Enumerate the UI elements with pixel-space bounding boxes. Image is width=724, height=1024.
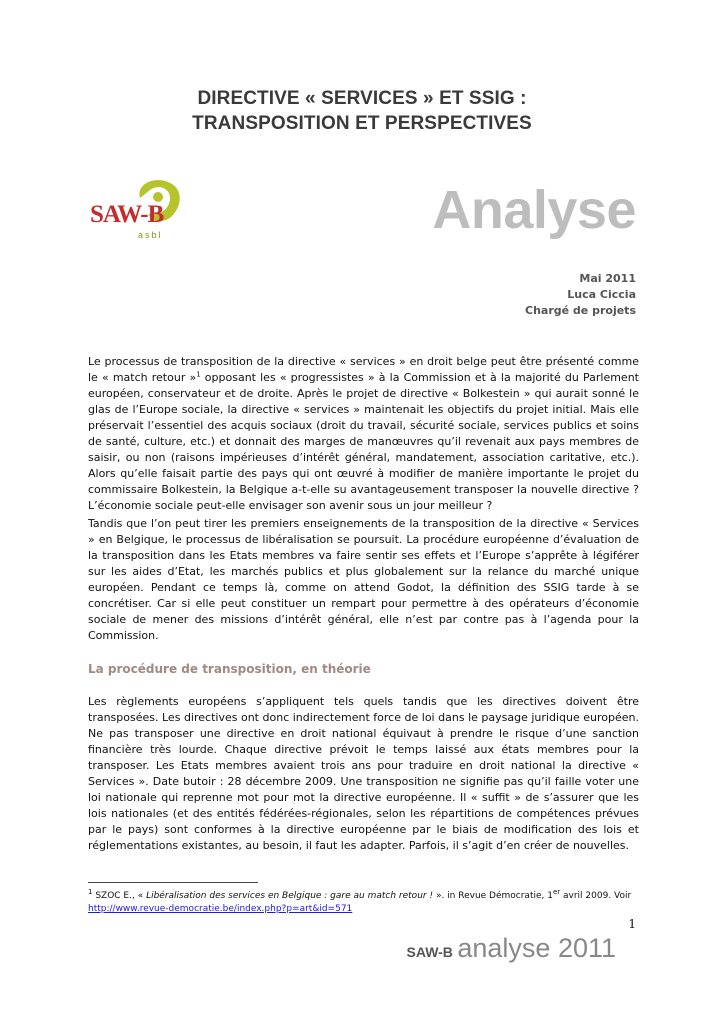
document-meta — [525, 271, 636, 319]
paragraph-3: Les règlements européens s’appliquent tels quels tandis que les directives doivent être transposées. Les directives ont donc indirectement force de loi dans le paysage juridique européen. Ne pas transposer une directive en droit national équivaut à prendre le risque d’une sanction financière très lourde. Chaque directive prévoit le temps laissé aux états membres pour la transposer. Les Etats membres avaient trois ans pour traduire en droit national la directive « Services ». Date butoir : 28 décembre 2009. Une transposition ne signifie pas qu’il faille voter une loi nationale qui reprenne mot pour mot la directive européenne. Il « suffit » de s’assurer que les lois nationales (et des entités fédérées-régionales, selon les répartitions de compétences prévues par le pays) sont conformes à la directive européenne par le biais de modification des lois et réglementations existantes, au besoin, il faut les adapter. Parfois, il s’agit d’en créer de nouvelles. — [88, 695, 639, 852]
paragraph-1 — [88, 354, 639, 514]
footer-word: analyse 2011 — [457, 933, 616, 963]
title-line-1: DIRECTIVE « SERVICES » ET SSIG : — [197, 88, 527, 109]
footnote-italic-title: Libéralisation des services en Belgique : gare au match retour ! — [146, 891, 434, 901]
footer-org: SAW-B — [406, 944, 453, 960]
footnote-line-2 — [88, 903, 639, 916]
meta-role: Chargé de projets — [525, 304, 636, 317]
logo-text: SAW-B — [90, 201, 164, 228]
footnote-line-1 — [88, 890, 639, 903]
saw-b-logo-graphic — [88, 176, 188, 246]
paragraph-1-start: Le processus de transposition de la directive « services » en droit belge peut être présenté comme le « match retour » — [88, 355, 639, 384]
footnote-link[interactable]: http://www.revue-democratie.be/index.php?p=art&id=571 — [88, 904, 353, 914]
footer-brand — [407, 933, 616, 964]
logo-subtext: asbl — [138, 230, 163, 240]
document-title — [0, 86, 724, 136]
meta-date: Mai 2011 — [579, 272, 636, 285]
analyse-header-word: Analyse — [432, 180, 636, 240]
footnote-text-after: ». in Revue Démocratie, 1 — [433, 891, 553, 901]
saw-b-logo — [88, 176, 188, 246]
footnote-number: 1 — [88, 888, 93, 896]
footnote-ref-1[interactable]: 1 — [196, 370, 201, 379]
section-heading: La procédure de transposition, en théorie — [88, 662, 371, 676]
footnote-sup-er: er — [552, 888, 561, 896]
footnote-separator — [88, 882, 258, 883]
footnote-text-end: avril 2009. Voir — [560, 891, 632, 901]
footnote-text-before: SZOC E., « — [92, 891, 147, 901]
footnote — [88, 890, 639, 916]
paragraph-2: Tandis que l’on peut tirer les premiers enseignements de la transposition de la directive « Services » en Belgique, le processus de libéralisation se poursuit. La procédure européenne d’évaluation de la transposition dans les Etats membres va faire sentir ses effets et l’Europe s’apprête à légiférer sur les aides d’Etat, les marchés publics et plus globalement sur la relance du marché unique européen. Pendant ce temps là, comme on attend Godot, la définition des SSIG tarde à se concrétiser. Car si elle peut constituer un rempart pour permettre à des opérateurs d’économie sociale de mener des missions d’intérêt général, elle n’est par contre pas à l’agenda pour la Commission. — [88, 517, 639, 642]
paragraph-1-rest: opposant les « progressistes » à la Commission et à la majorité du Parlement européen, conservateur et de droite. Après le projet de directive « Bolkestein » qui aurait sonné le glas de l’Europe sociale, la directive « services » maintenait les objectifs du projet initial. Mais elle préservait l’essentiel des acquis sociaux (droit du travail, sécurité sociale, services publics et soins de santé, culture, etc.) et donnait des marges de manœuvres qu’il revenait aux pays membres de saisir, ou non (raisons impérieuses d’intérêt général, mandatement, association caritative, etc.). Alors qu’elle faisait partie des pays qui ont œuvré à modifier de manière importante le projet du commissaire Bolkestein, la Belgique a-t-elle su avantageusement transposer la nouvelle directive ? L’économie sociale peut-elle envisager son avenir sous un jour meilleur ? — [88, 371, 639, 512]
meta-author: Luca Ciccia — [567, 288, 636, 301]
page-number: 1 — [628, 917, 636, 931]
title-line-2: TRANSPOSITION ET PERSPECTIVES — [192, 113, 532, 134]
